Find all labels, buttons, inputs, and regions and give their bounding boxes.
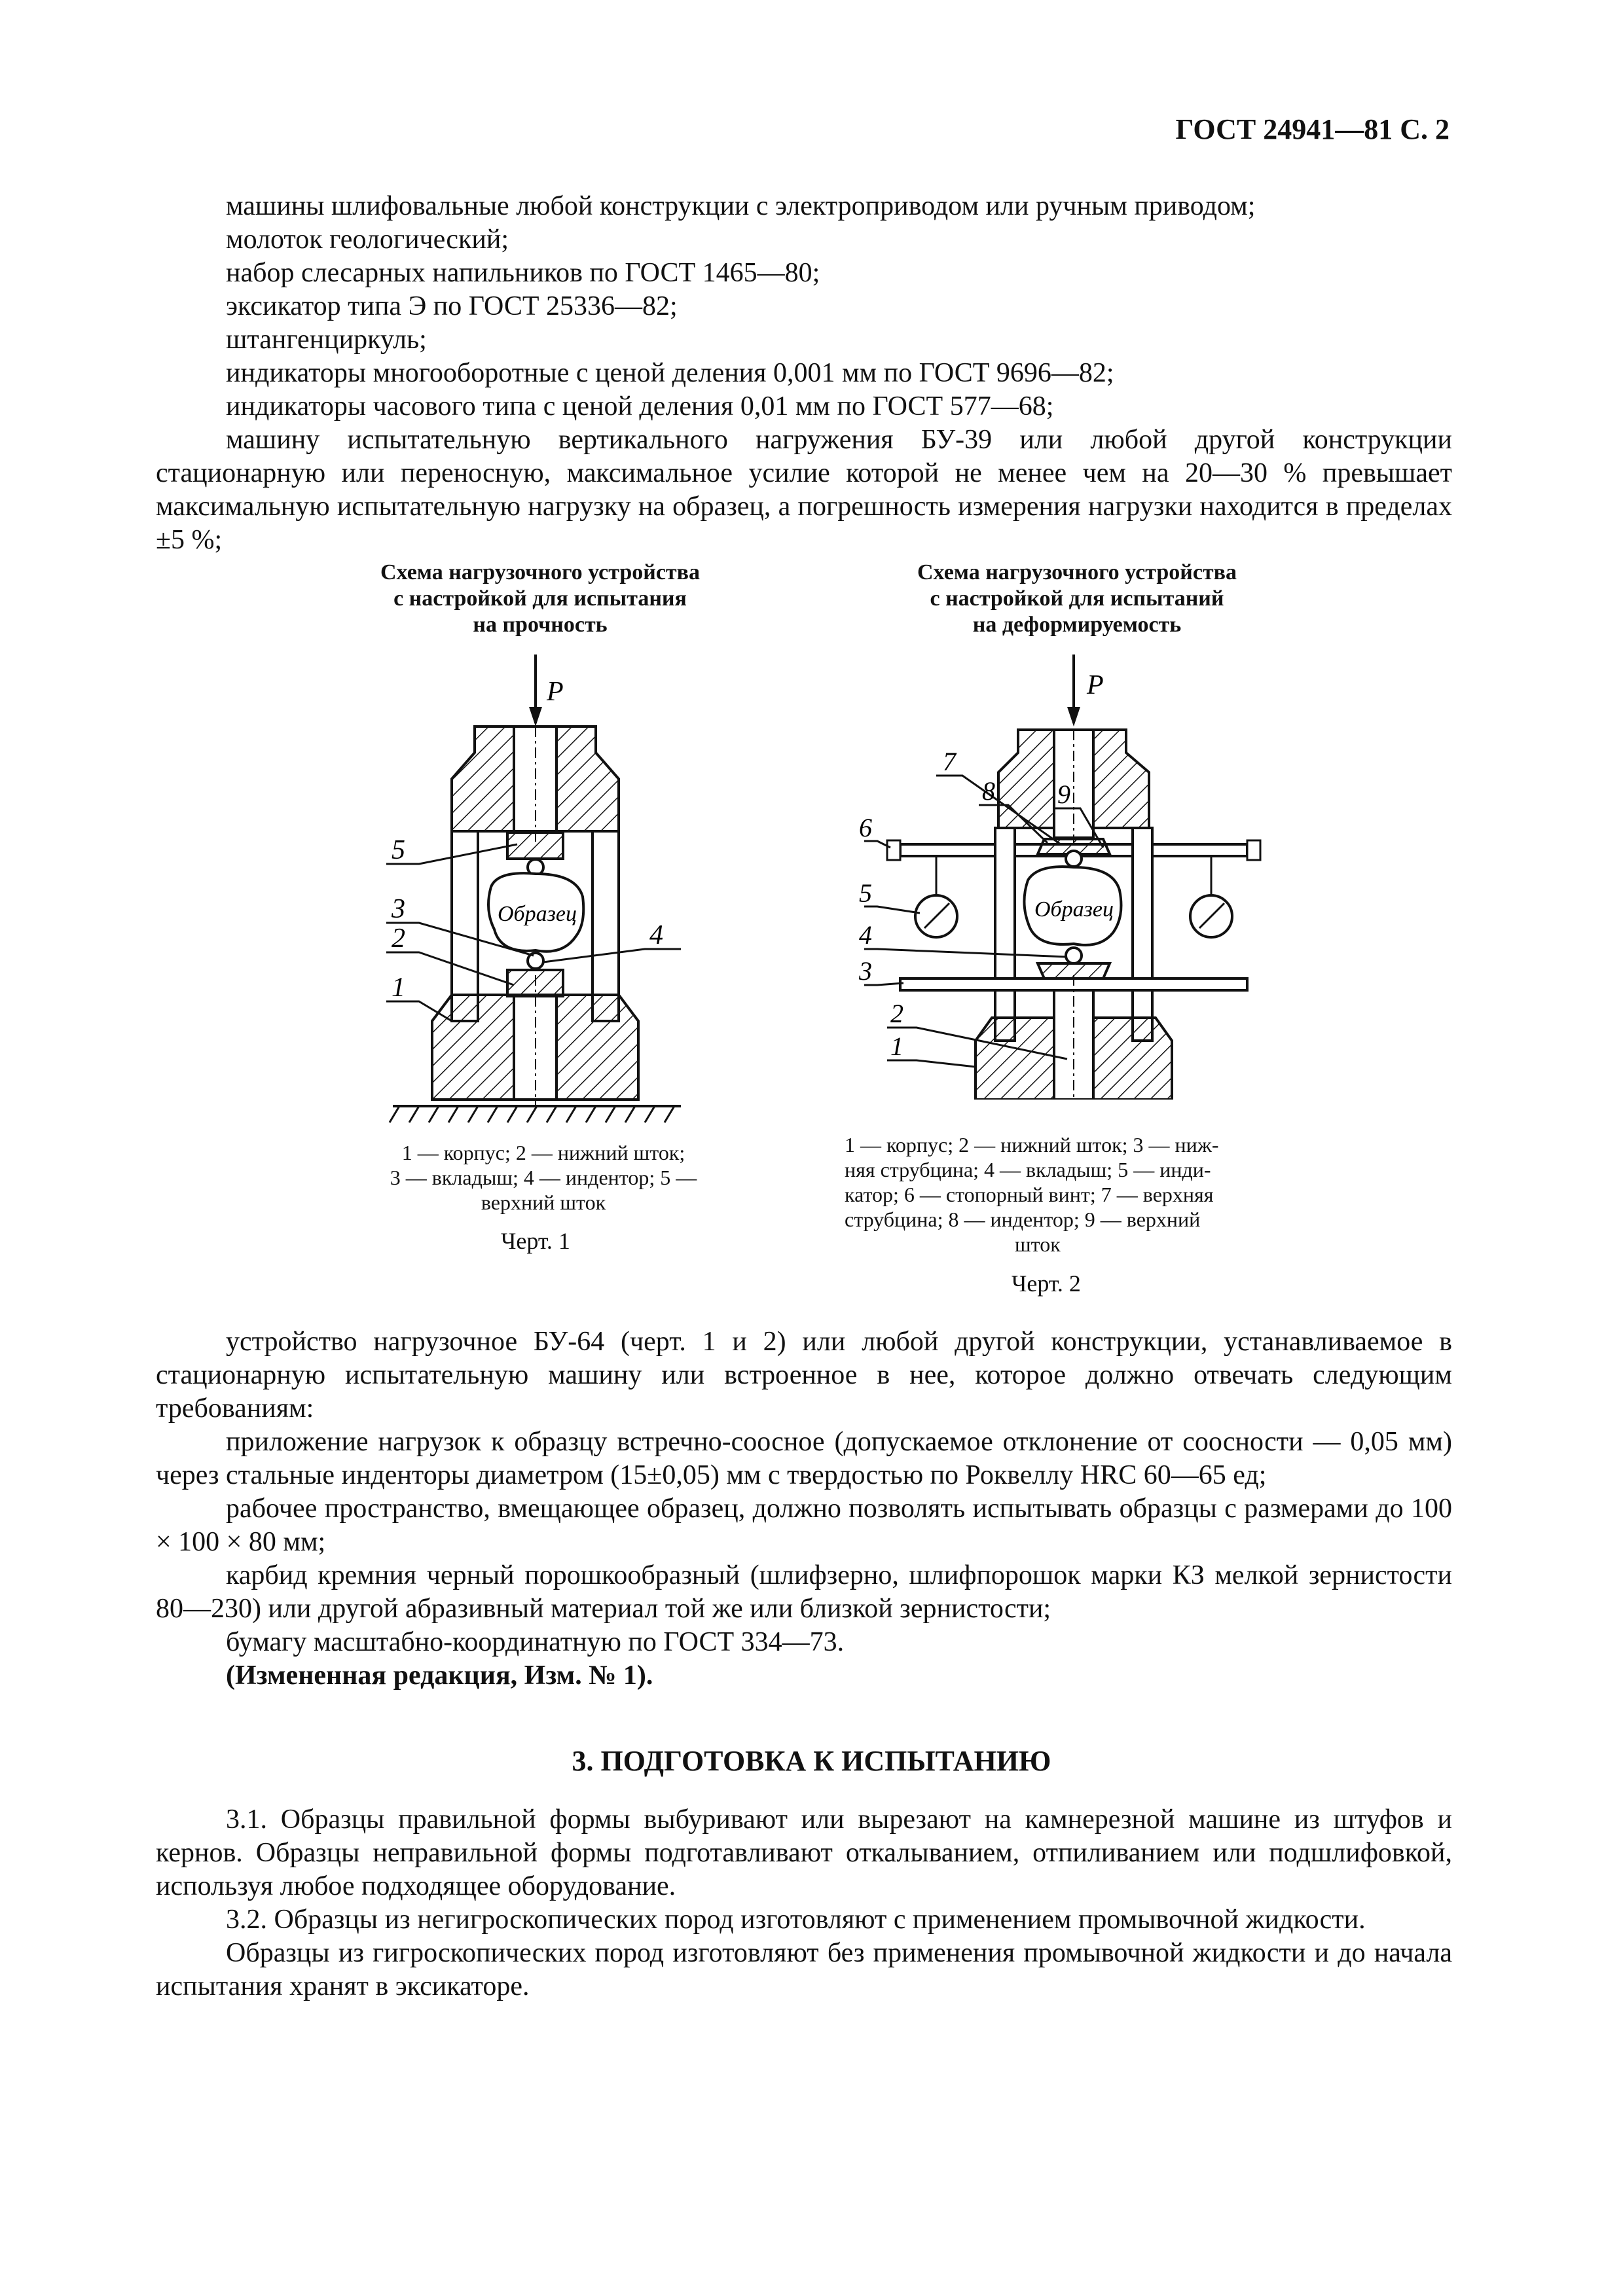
revision-note: (Измененная редакция, Изм. № 1). xyxy=(226,1660,653,1691)
figure1-legend: 1 — корпус; 2 — нижний шток; 3 — вкладыш; 4 — индентор; 5 — верхний шток xyxy=(390,1141,697,1214)
machine-paragraph: машину испытательную вертикального нагружения БУ-39 или любой другой конструкции стационарную или переносную, максимальное усилие которой не менее чем на 20—30 % превышает максимальную испытательную нагрузку на образец, а погрешность измерения нагрузки находится в пределах ±5 %; xyxy=(156,425,1452,555)
page-header: ГОСТ 24941—81 С. 2 xyxy=(1175,113,1450,145)
figure2-legend: 1 — корпус; 2 — нижний шток; 3 — ниж- няя струбцина; 4 — вкладыш; 5 — инди- катор; 6 — стопорный винт; 7 — верхняя струбцина; 8 — индентор; 9 — верхний шток xyxy=(845,1133,1219,1256)
figure1-diagram xyxy=(367,648,707,1132)
paragraph-3-3: Образцы из гигроскопических пород изготовляют без применения промывочной жидкости и до начала испытания хранят в эксикаторе. xyxy=(156,1938,1452,2001)
figure2-title: Схема нагрузочного устройства с настройкой для испытаний на деформируемость xyxy=(917,560,1237,637)
list-item: индикаторы часового типа с ценой деления 0,01 мм по ГОСТ 577—68; xyxy=(226,391,1054,422)
callout-5: 5 xyxy=(859,878,872,908)
list-item: индикаторы многооборотные с ценой деления 0,001 мм по ГОСТ 9696—82; xyxy=(226,358,1114,388)
list-item: машины шлифовальные любой конструкции с электроприводом или ручным приводом; xyxy=(226,191,1256,221)
force-label: P xyxy=(1087,670,1104,700)
figure1-number: Черт. 1 xyxy=(501,1228,570,1254)
paragraph-3-2: 3.2. Образцы из негигроскопических пород изготовляют с применением промывочной жидкости. xyxy=(226,1905,1366,1935)
sample-label: Образец xyxy=(498,902,577,926)
callout-6: 6 xyxy=(859,813,872,842)
section3-body xyxy=(156,1803,1452,2003)
carbide-paragraph: карбид кремния черный порошкообразный (шлифзерно, шлифпорошок марки КЗ мелкой зернистости 80—230) или другой абразивный материал той же или близкой зернистости; xyxy=(156,1560,1452,1624)
force-label: P xyxy=(547,677,564,707)
callout-1: 1 xyxy=(392,973,405,1003)
figure2-number: Черт. 2 xyxy=(1012,1270,1081,1297)
list-item: эксикатор типа Э по ГОСТ 25336—82; xyxy=(226,291,678,321)
device-paragraph: устройство нагрузочное БУ-64 (черт. 1 и 2) или любой другой конструкции, устанавливаемое в стационарную испытательную машину или встроенное в нее, которое должно отвечать следующим требованиям: xyxy=(156,1327,1452,1424)
figure1-title: Схема нагрузочного устройства с настройкой для испытания на прочность xyxy=(380,560,700,637)
callout-3: 3 xyxy=(859,956,872,986)
callout-7: 7 xyxy=(943,747,956,776)
callout-2: 2 xyxy=(392,924,405,954)
list-item: молоток геологический; xyxy=(226,224,509,255)
paper-paragraph: бумагу масштабно-координатную по ГОСТ 334—73. xyxy=(226,1627,845,1657)
paragraph-3-1: 3.1. Образцы правильной формы выбуривают или вырезают на камнерезной машине из штуфов и кернов. Образцы неправильной формы подготавливают откалыванием, отпиливанием или подшлифовкой, используя любое подходящее оборудование. xyxy=(156,1804,1452,1901)
list-item: штангенциркуль; xyxy=(226,325,427,355)
callout-4: 4 xyxy=(649,920,663,950)
equipment-list-top xyxy=(156,190,1452,557)
callout-5: 5 xyxy=(392,835,405,865)
figure2-diagram xyxy=(851,648,1296,1100)
callout-2: 2 xyxy=(890,999,903,1028)
callout-9: 9 xyxy=(1057,780,1070,809)
callout-4: 4 xyxy=(859,920,872,950)
callout-1: 1 xyxy=(890,1031,903,1061)
callout-3: 3 xyxy=(392,894,405,924)
section-title: 3. ПОДГОТОВКА К ИСПЫТАНИЮ xyxy=(572,1745,1051,1777)
sample-label: Образец xyxy=(1034,897,1114,922)
requirements-block xyxy=(156,1325,1452,1693)
load-paragraph: приложение нагрузок к образцу встречно-соосное (допускаемое отклонение от соосности — 0,05 мм) через стальные инденторы диаметром (15±0,05) мм с твердостью по Роквеллу HRC 60—65 ед; xyxy=(156,1427,1452,1490)
callout-8: 8 xyxy=(982,776,995,806)
list-item: набор слесарных напильников по ГОСТ 1465—80; xyxy=(226,258,820,288)
space-paragraph: рабочее пространство, вмещающее образец, должно позволять испытывать образцы с размерами до 100 × 100 × 80 мм; xyxy=(156,1494,1452,1557)
